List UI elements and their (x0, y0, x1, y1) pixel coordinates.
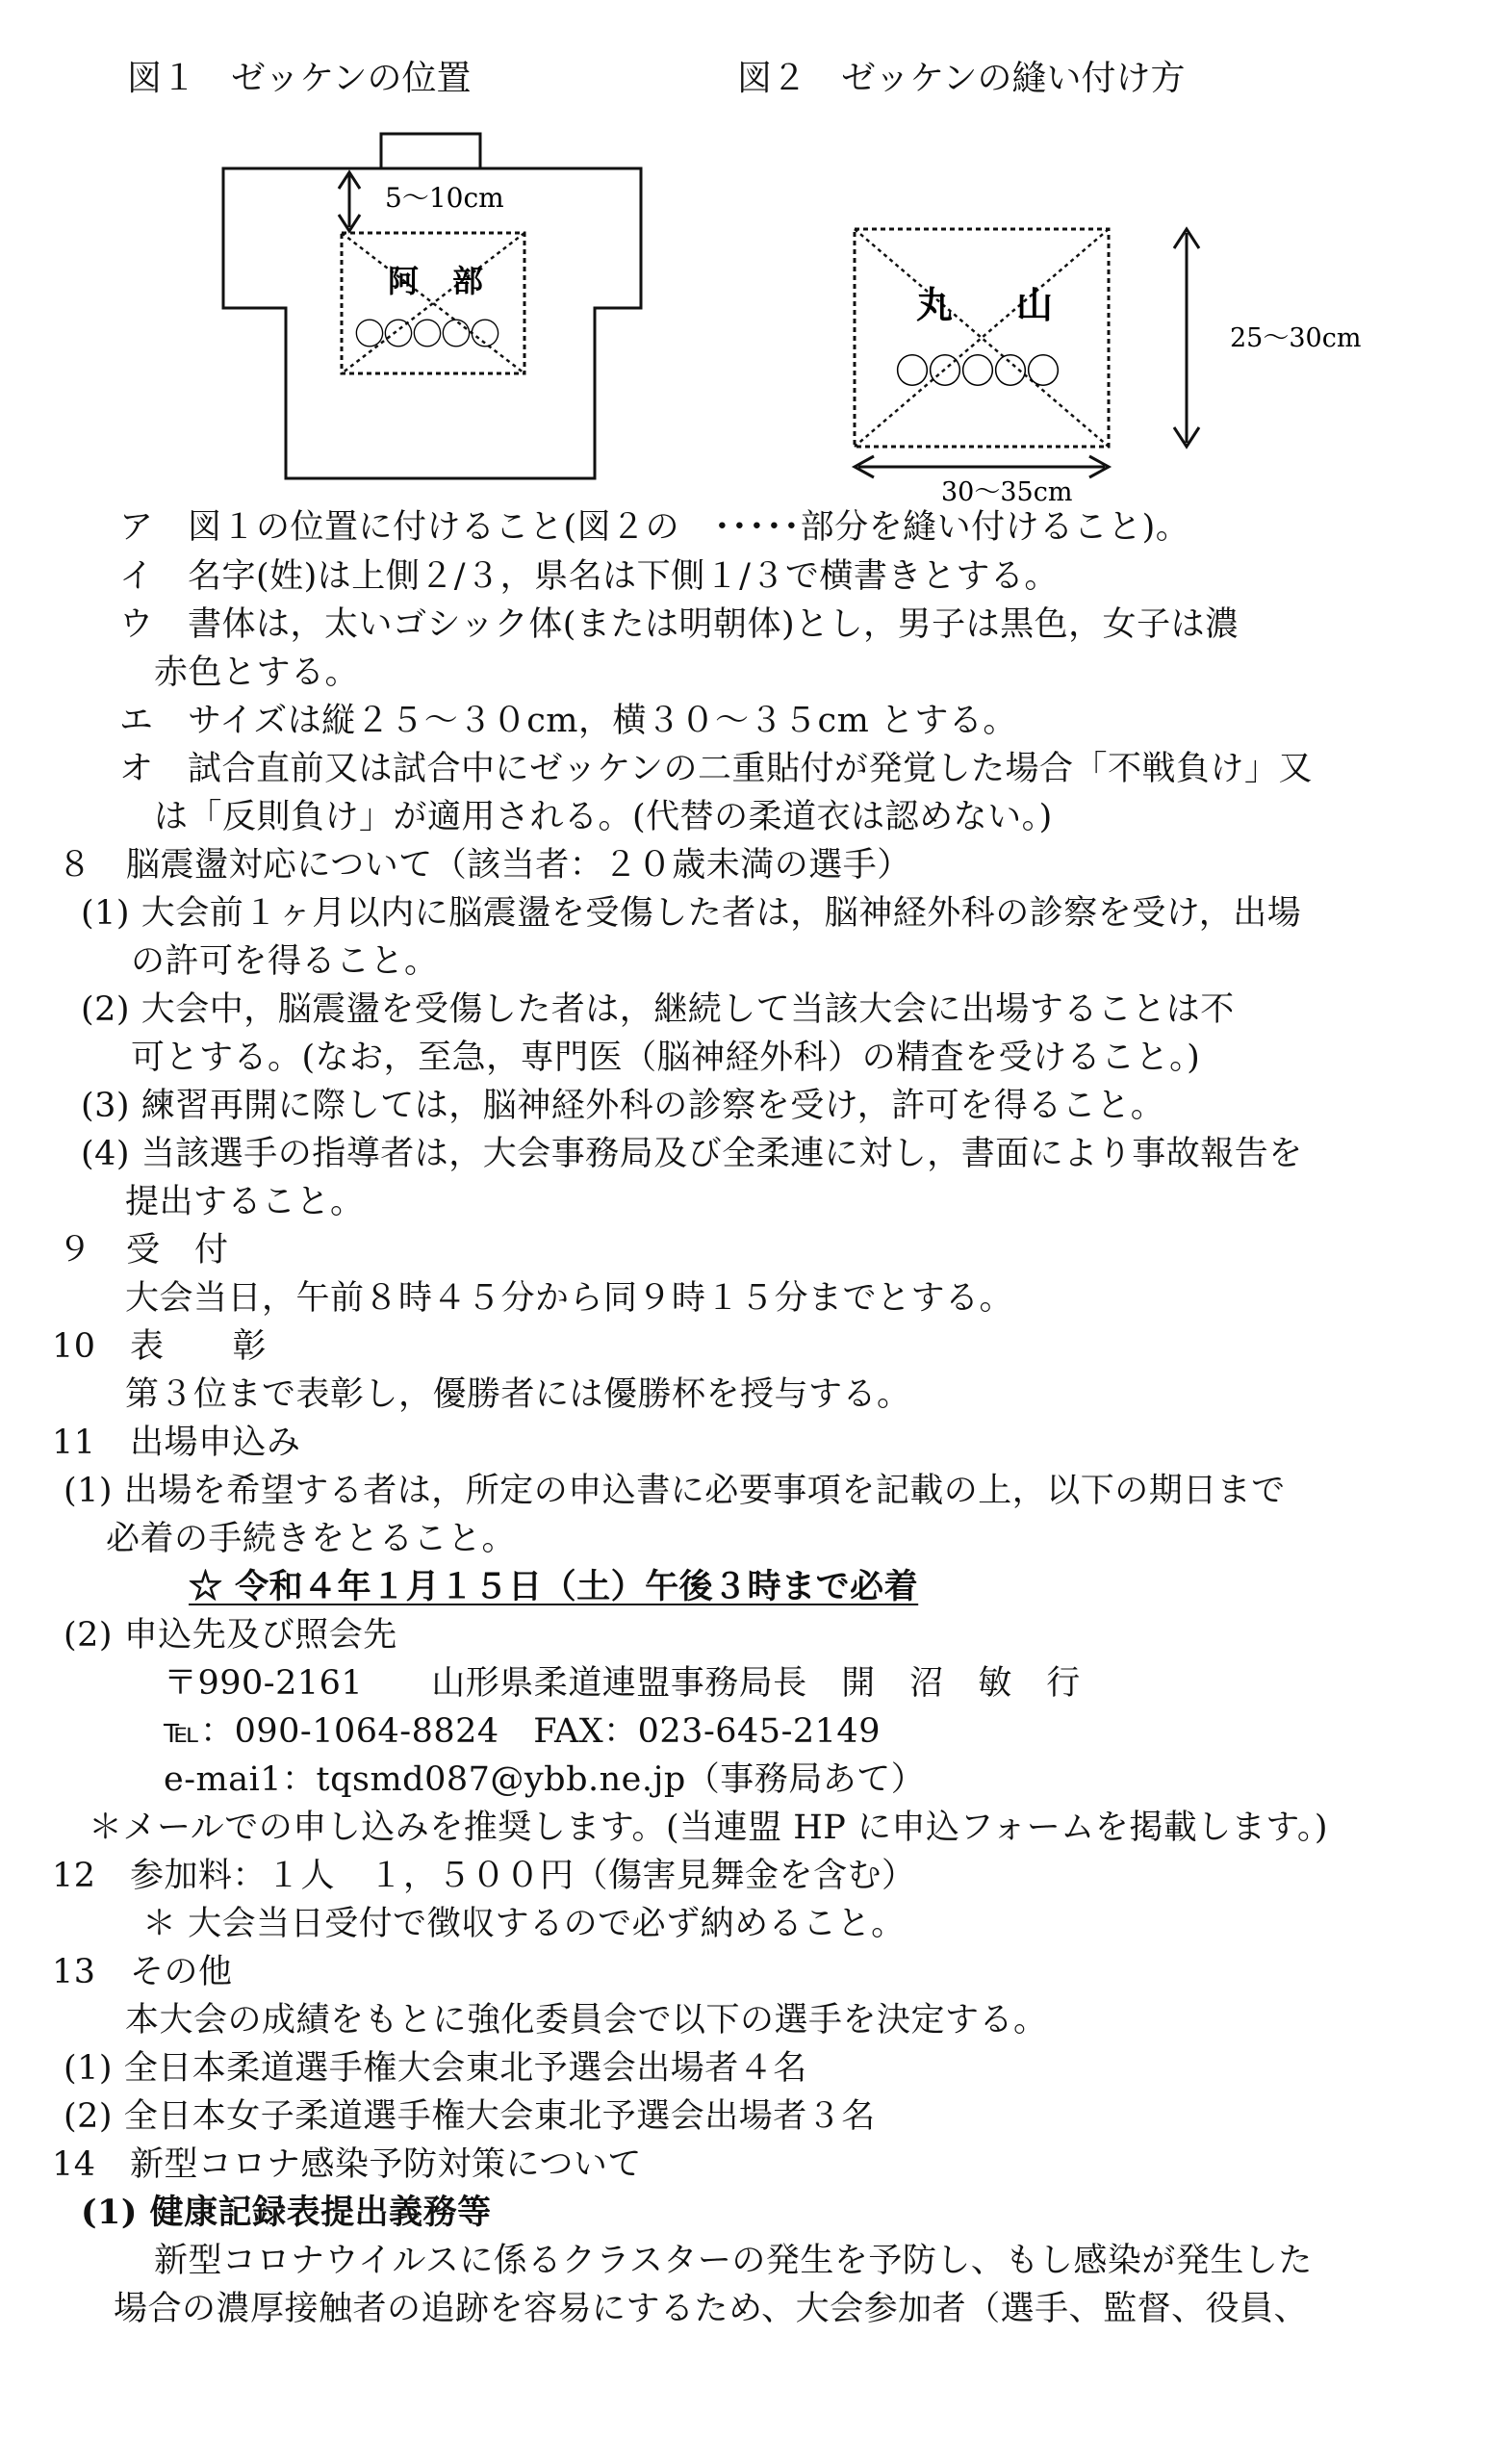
section-14-item-1-heading: (1) 健康記録表提出義務等 (81, 2193, 492, 2232)
figure-1-title: 図１ ゼッケンの位置 (127, 59, 472, 98)
bib-rule-i: イ 名字(姓)は上側２/３，県名は下側１/３で横書きとする。 (119, 557, 1059, 596)
bib-rule-a: ア 図１の位置に付けること(図２の ･････部分を縫い付けること)。 (119, 508, 1190, 547)
bib-rule-o: オ 試合直前又は試合中にゼッケンの二重貼付が発覚した場合「不戦負け」又 (119, 750, 1314, 788)
measure-label: 5〜10cm (385, 182, 504, 214)
section-11-item-1-cont: 必着の手続きをとること。 (106, 1520, 517, 1558)
height-label: 25〜30cm (1230, 323, 1362, 353)
figure-1-diagram (0, 0, 693, 500)
deadline-notice: ☆ 令和４年１月１５日（土）午後３時まで必着 (189, 1567, 919, 1606)
section-9-heading: ９ 受 付 (58, 1231, 229, 1270)
bib-rectangle-large (855, 229, 1109, 447)
section-14-item-1-body: 新型コロナウイルスに係るクラスターの発生を予防し、もし感染が発生した (154, 2242, 1313, 2280)
section-11-item-1: (1) 出場を希望する者は，所定の申込書に必要事項を記載の上，以下の期日まで (64, 1472, 1286, 1510)
section-10-body: 第３位まで表彰し，優勝者には優勝杯を授与する。 (125, 1375, 911, 1414)
section-14-item-1-body-cont: 場合の濃厚接触者の追跡を容易にするため、大会参加者（選手、監督、役員、 (114, 2290, 1309, 2328)
bib-rule-o-cont: は「反則負け」が適用される。(代替の柔道衣は認めない。) (154, 798, 1053, 836)
section-8-item-2: (2) 大会中，脳震盪を受傷した者は，継続して当該大会に出場することは不 (81, 990, 1235, 1029)
figure-2-title: 図２ ゼッケンの縫い付け方 (737, 59, 1186, 98)
section-13-item-2: (2) 全日本女子柔道選手権大会東北予選会出場者３名 (64, 2097, 876, 2136)
bib-prefecture-circles: 〇〇〇〇〇 (354, 316, 499, 352)
section-13-heading: 13 その他 (52, 1953, 233, 1991)
section-8-item-1-cont: の許可を得ること。 (131, 942, 439, 981)
bib-rule-u: ウ 書体は，太いゴシック体(または明朝体)とし，男子は黒色，女子は濃 (119, 605, 1240, 644)
contact-email: e-mai1：tqsmd087@ybb.ne.jp（事務局あて） (164, 1760, 926, 1799)
bib-rule-e: エ サイズは縦２５〜３０cm，横３０〜３５cm とする。 (119, 702, 1017, 740)
section-8-item-2-cont: 可とする。(なお，至急，専門医（脳神経外科）の精査を受けること。) (131, 1039, 1201, 1077)
email-recommendation-note: ＊メールでの申し込みを推奨します。(当連盟 HP に申込フォームを掲載します。) (89, 1809, 1329, 1847)
collar-shape (381, 134, 480, 168)
figure-2-diagram (828, 192, 1501, 510)
bib-name-char-2: 部 (452, 263, 484, 299)
section-9-body: 大会当日，午前８時４５分から同９時１５分までとする。 (125, 1279, 1014, 1318)
bib-large-diagonal-2 (855, 229, 1109, 447)
section-8-item-4: (4) 当該選手の指導者は，大会事務局及び全柔連に対し，書面により事故報告を (81, 1135, 1303, 1173)
section-13-item-1: (1) 全日本柔道選手権大会東北予選会出場者４名 (64, 2049, 807, 2088)
section-13-body: 本大会の成績をもとに強化委員会で以下の選手を決定する。 (125, 2001, 1048, 2040)
bib-large-prefecture-circles: 〇〇〇〇〇 (895, 352, 1060, 392)
contact-phone-fax: ℡：090-1064-8824 FAX：023-645-2149 (164, 1712, 881, 1751)
section-14-heading: 14 新型コロナ感染予防対策について (52, 2145, 642, 2184)
section-12-note: ＊ 大会当日受付で徴収するので必ず納めること。 (142, 1905, 906, 1943)
section-8-item-4-cont: 提出すること。 (125, 1183, 365, 1221)
section-10-heading: 10 表 彰 (52, 1327, 268, 1366)
width-label: 30〜35cm (941, 477, 1073, 507)
section-8-item-1: (1) 大会前１ヶ月以内に脳震盪を受傷した者は，脳神経外科の診察を受け，出場 (81, 894, 1302, 933)
bib-large-diagonal-1 (855, 229, 1109, 447)
contact-address: 〒990-2161 山形県柔道連盟事務局長 開 沼 敏 行 (164, 1664, 1081, 1703)
section-8-heading: ８ 脳震盪対応について（該当者：２０歳未満の選手） (58, 846, 911, 885)
section-11-heading: 11 出場申込み (52, 1424, 301, 1462)
bib-name-char-1: 阿 (388, 263, 420, 299)
section-8-item-3: (3) 練習再開に際しては，脳神経外科の診察を受け，許可を得ること。 (81, 1087, 1165, 1125)
bib-large-name-char-1: 丸 (916, 283, 954, 326)
bib-rule-u-cont: 赤色とする。 (154, 654, 360, 692)
section-11-item-2: (2) 申込先及び照会先 (64, 1616, 397, 1655)
bib-large-name-char-2: 山 (1016, 283, 1054, 326)
section-12-heading: 12 参加料：１人 １，５００円（傷害見舞金を含む） (52, 1857, 916, 1895)
